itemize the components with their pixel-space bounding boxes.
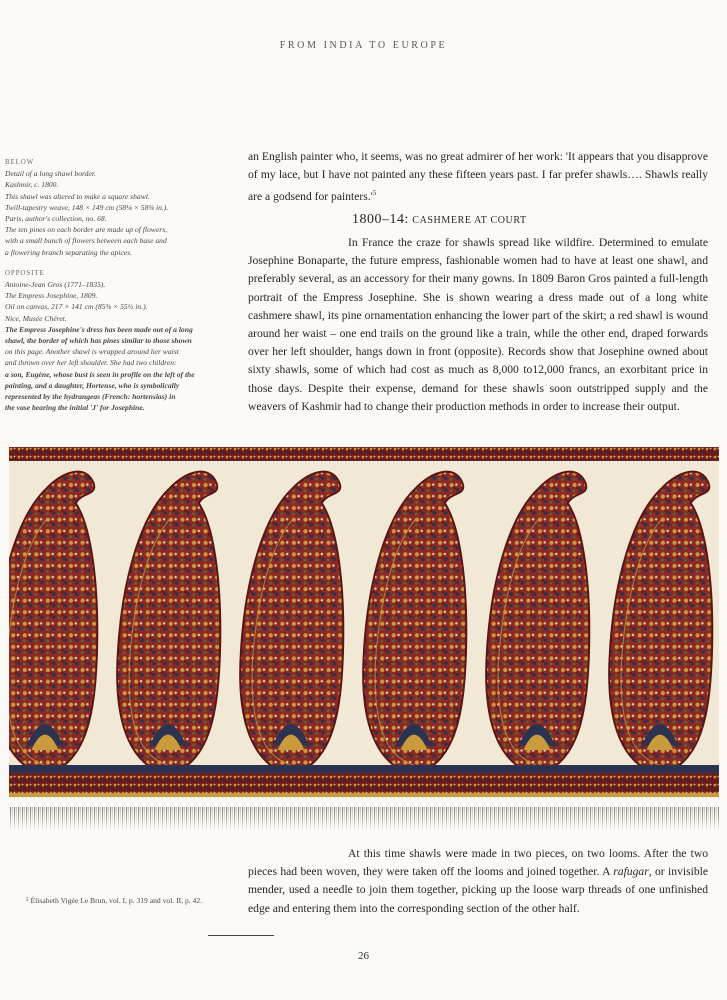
running-head: FROM INDIA TO EUROPE [279,40,448,51]
caption-opposite-body-line: the vase bearing the initial 'J' for Josephine. [5,403,145,413]
caption-below-line: Paris, author's collection, no. 68. [5,214,107,224]
caption-opposite-body-line: shawl, the border of which has pines similar to those shown [5,336,192,346]
closing-paragraph [248,845,708,918]
caption-column [5,157,237,413]
caption-opposite-label: OPPOSITE [5,269,45,277]
shawl-border-image [9,447,719,831]
caption-below-line: a flowering branch separating the apices. [5,247,132,257]
closing-text-after: , or invisible mender, used a needle to join them together, picking up the loose warp threads of one unfinished edge and entering them into the corresponding section of the other half. [248,865,708,915]
footnote-ref: 5 [372,189,377,198]
section-heading-years: 1800–14: [352,212,409,227]
intro-paragraph [248,148,708,206]
caption-below-line: Kashmir, c. 1800. [5,180,59,190]
caption-opposite-line: The Empress Josephine, 1809. [5,291,98,301]
footer-rule [208,935,274,936]
section-paragraph [248,234,708,416]
caption-below-label: BELOW [5,159,35,166]
caption-below-line: Twill-tapestry weave, 148 × 149 cm (58⅛ × 58⅝ in.). [5,202,169,212]
caption-opposite-body-line: painting, and a daughter, Hortense, who is symbolically [5,380,180,390]
caption-opposite-line: Oil on canvas, 217 × 141 cm (85⅜ × 55½ in.). [5,302,148,312]
caption-below-line: with a small bunch of flowers between each base and [5,236,167,246]
caption-opposite-body-line: on this page. Another shawl is wrapped around her waist [5,347,179,357]
intro-text: an English painter who, it seems, was no great admirer of her work: 'It appears that you disapprove of my lace, but I have not painted any these fifteen years past. I far prefer shawls…. Shawls really are a godsend for painters.' [248,150,708,204]
caption-opposite-line: Nice, Musée Chéret. [5,313,67,323]
caption-opposite-body-line: The Empress Josephine's dress has been made out of a long [5,324,193,334]
caption-below-line: The ten pines on each border are made up of flowers, [5,225,168,235]
caption-opposite-body-line: a son, Eugène, whose bust is seen in profile on the left of the [5,369,195,379]
caption-below-line: Detail of a long shawl border. [5,169,96,179]
section-text: In France the craze for shawls spread like wildfire. Determined to emulate Josephine Bonaparte, the future empress, fashionable women had to have at least one shawl, and preferably several, as an accessory for their many gowns. In 1809 Baron Gros painted a full-length portrait of the Empress Josephine. She is shown wearing a dress made out of a long white cashmere shawl, its pine ornamentation enhancing the lower part of the skirt; a red shawl is wound around her waist – one end trails on the ground like a train, while the other end, draped forwards over her left shoulder, hangs down in front (opposite). Records show that Josephine owned about sixty shawls, some of which had cost as much as 8,000 to12,000 francs, an exorbitant price in those days. Despite their expense, demand for these shawls soon outstripped supply and the weavers of Kashmir had to change their production methods in order to increase their output. [248,236,708,413]
caption-opposite-body-line: and thrown over her left shoulder. She had two children: [5,358,177,368]
section-heading [352,212,527,228]
section-heading-title: CASHMERE AT COURT [412,215,527,226]
caption-opposite-body-line: represented by the hydrangeas (French: hortensias) in [5,392,176,402]
page-number: 26 [358,950,369,962]
caption-below-line: This shawl was altered to make a square shawl. [5,191,150,201]
footnote: ⁵ Élisabeth Vigée Le Brun, vol. I, p. 319 and vol. II, p. 42. [26,896,203,905]
closing-text-before: At this time shawls were made in two pieces, on two looms. After the two pieces had been woven, they were taken off the looms and joined together. A [248,847,708,879]
closing-term: rafugar [613,865,649,879]
caption-opposite-line: Antoine-Jean Gros (1771–1835). [5,280,106,290]
